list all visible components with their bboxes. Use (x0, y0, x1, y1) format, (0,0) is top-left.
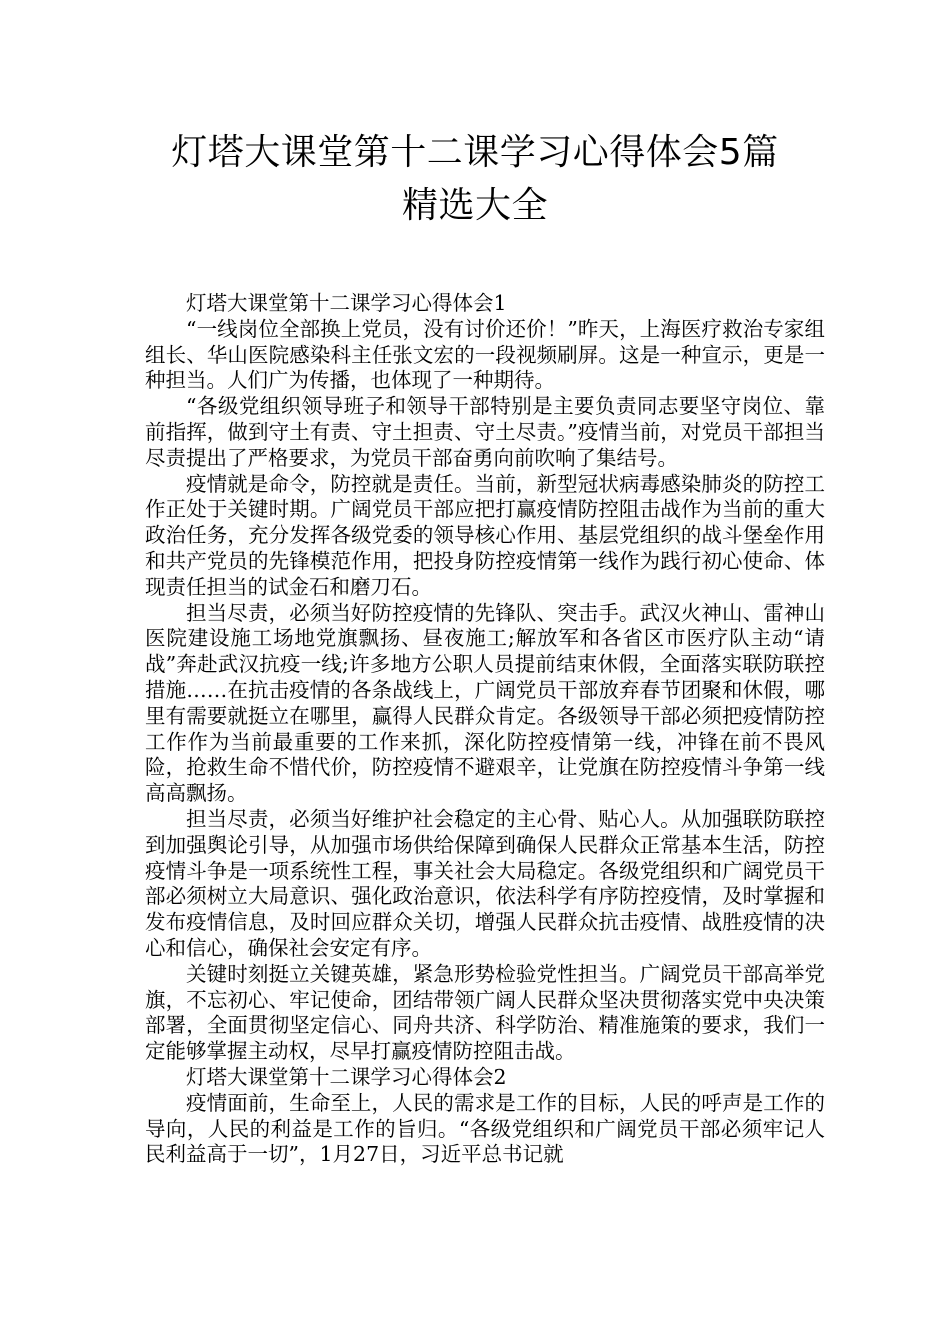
body-paragraph: 关键时刻挺立关键英雄，紧急形势检验党性担当。广阔党员干部高举党旗，不忘初心、牢记使命，团结带领广阔人民群众坚决贯彻落实党中央决策部署，全面贯彻坚定信心、同舟共济、科学防治、精准施策的要求，我们一定能够掌握主动权，尽早打赢疫情防控阻击战。 (145, 961, 825, 1064)
document-title-line-2: 精选大全 (401, 185, 548, 226)
body-paragraph: 疫情就是命令，防控就是责任。当前，新型冠状病毒感染肺炎的防控工作正处于关键时期。广阔党员干部应把打赢疫情防控阻击战作为当前的重大政治任务，充分发挥各级党委的领导核心作用、基层党组织的战斗堡垒作用和共产党员的先锋模范作用，把投身防控疫情第一线作为践行初心使命、体现责任担当的试金石和磨刀石。 (145, 471, 825, 599)
document-body (145, 291, 825, 1168)
section-heading: 灯塔大课堂第十二课学习心得体会2 (186, 1064, 507, 1089)
body-paragraph: “一线岗位全部换上党员，没有讨价还价！”昨天，上海医疗救治专家组组长、华山医院感染科主任张文宏的一段视频刷屏。这是一种宣示，更是一种担当。人们广为传播，也体现了一种期待。 (145, 316, 825, 393)
document-title (100, 126, 850, 232)
body-paragraph: 疫情面前，生命至上，人民的需求是工作的目标，人民的呼声是工作的导向，人民的利益是工作的旨归。“各级党组织和广阔党员干部必须牢记人民利益高于一切”，1月27日，习近平总书记就 (145, 1090, 825, 1167)
body-paragraph: 担当尽责，必须当好防控疫情的先锋队、突击手。武汉火神山、雷神山医院建设施工场地党旗飘扬、昼夜施工;解放军和各省区市医疗队主动“请战”奔赴武汉抗疫一线;许多地方公职人员提前结束休假，全面落实联防联控措施……在抗击疫情的各条战线上，广阔党员干部放弃春节团聚和休假，哪里有需要就挺立在哪里，赢得人民群众肯定。各级领导干部必须把疫情防控工作作为当前最重要的工作来抓，深化防控疫情第一线，冲锋在前不畏风险，抢救生命不惜代价，防控疫情不避艰辛，让党旗在防控疫情斗争第一线高高飘扬。 (145, 600, 825, 806)
body-paragraph: 担当尽责，必须当好维护社会稳定的主心骨、贴心人。从加强联防联控到加强舆论引导，从加强市场供给保障到确保人民群众正常基本生活，防控疫情斗争是一项系统性工程，事关社会大局稳定。各级党组织和广阔党员干部必须树立大局意识、强化政治意识，依法科学有序防控疫情，及时掌握和发布疫情信息，及时回应群众关切，增强人民群众抗击疫情、战胜疫情的决心和信心，确保社会安定有序。 (145, 806, 825, 960)
document-title-line-1: 灯塔大课堂第十二课学习心得体会5篇 (171, 132, 779, 173)
body-paragraph: “各级党组织领导班子和领导干部特别是主要负责同志要坚守岗位、靠前指挥，做到守土有责、守土担责、守土尽责。”疫情当前，对党员干部担当尽责提出了严格要求，为党员干部奋勇向前吹响了集结号。 (145, 394, 825, 470)
section-heading: 灯塔大课堂第十二课学习心得体会1 (186, 291, 507, 315)
